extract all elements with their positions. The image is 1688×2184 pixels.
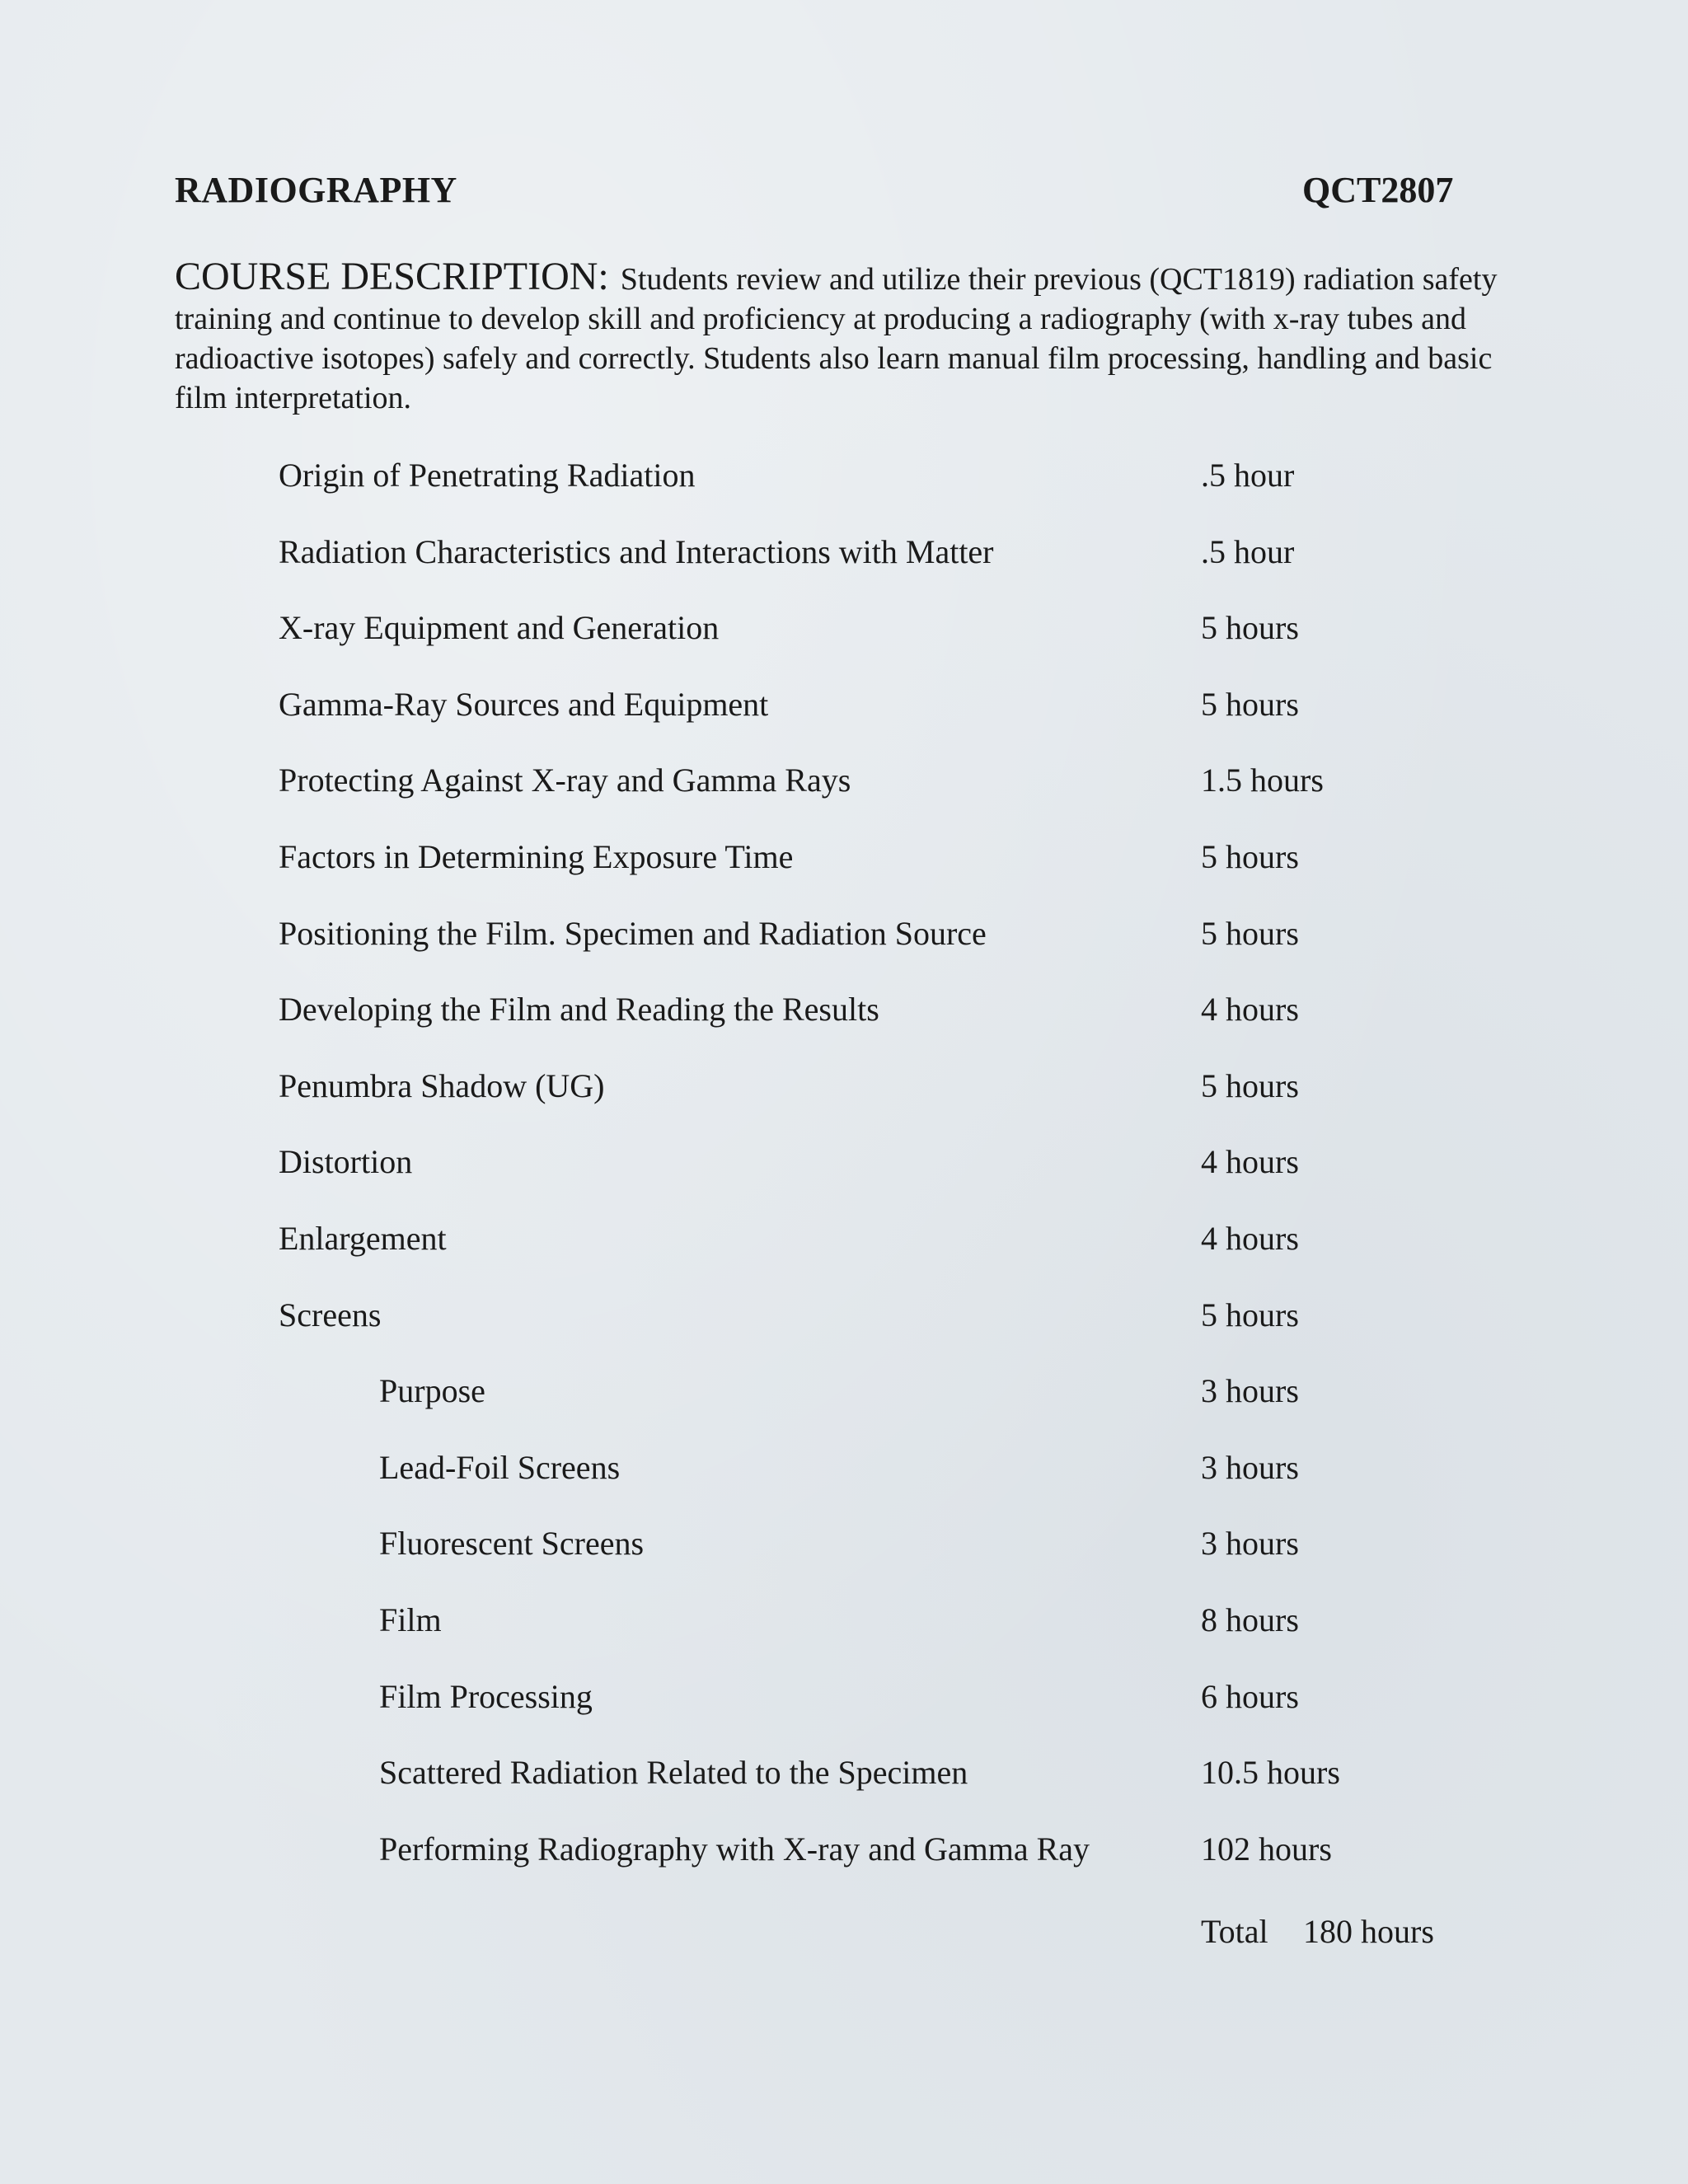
topic-name: Purpose <box>379 1372 485 1409</box>
topic-name: Gamma-Ray Sources and Equipment <box>279 686 769 723</box>
topic-name: Developing the Film and Reading the Results <box>279 991 879 1028</box>
topic-row <box>0 608 1688 658</box>
course-description-label: COURSE DESCRIPTION: <box>175 255 609 298</box>
course-title: RADIOGRAPHY <box>175 170 457 210</box>
topic-hours: 3 hours <box>1201 1449 1299 1486</box>
topic-row <box>0 837 1688 887</box>
topic-row <box>0 761 1688 810</box>
topic-name: Fluorescent Screens <box>379 1525 645 1562</box>
topic-hours: 102 hours <box>1201 1830 1332 1868</box>
topic-name: Scattered Radiation Related to the Specimen <box>379 1754 968 1791</box>
topic-name: Factors in Determining Exposure Time <box>279 838 794 875</box>
topic-hours: 5 hours <box>1201 1067 1299 1104</box>
topic-row <box>0 1677 1688 1727</box>
topic-row <box>0 1066 1688 1116</box>
topic-row <box>0 685 1688 734</box>
topic-hours: 5 hours <box>1201 609 1299 646</box>
topic-name: Protecting Against X-ray and Gamma Rays <box>279 762 851 799</box>
topic-hours: .5 hour <box>1201 457 1295 494</box>
topic-row <box>0 1830 1688 1879</box>
topic-name: Performing Radiography with X-ray and Gamma Ray <box>379 1830 1090 1868</box>
topic-hours: 5 hours <box>1201 1296 1299 1333</box>
topic-row <box>0 456 1688 505</box>
topic-name: Screens <box>279 1296 382 1333</box>
topic-row <box>0 914 1688 963</box>
topic-hours: 8 hours <box>1201 1601 1299 1638</box>
topic-hours: 10.5 hours <box>1201 1754 1340 1791</box>
topic-name: X-ray Equipment and Generation <box>279 609 720 646</box>
topic-hours: 4 hours <box>1201 1143 1299 1180</box>
topic-hours: 6 hours <box>1201 1678 1299 1715</box>
course-code: QCT2807 <box>1302 170 1454 210</box>
topic-row <box>0 1753 1688 1802</box>
topic-name: Positioning the Film. Specimen and Radiation Source <box>279 915 987 952</box>
topic-hours: 4 hours <box>1201 991 1299 1028</box>
topic-name: Radiation Characteristics and Interactions with Matter <box>279 533 994 570</box>
topic-row <box>0 1371 1688 1421</box>
course-description-text: Students review and utilize their previous (QCT1819) radiation safety training and continue to develop skill and proficiency at producing a radiography (with x-ray tubes and radioactive isotopes) safely and correctly. Students also learn manual film processing, handling and basic film interpretation. <box>175 262 1498 415</box>
topic-name: Penumbra Shadow (UG) <box>279 1067 605 1104</box>
topic-hours: 5 hours <box>1201 915 1299 952</box>
course-description <box>175 257 1518 418</box>
total-label: Total <box>1201 1913 1268 1950</box>
topic-row <box>0 1296 1688 1345</box>
topic-row <box>0 990 1688 1039</box>
total-value: 180 hours <box>1303 1913 1434 1950</box>
topic-hours: .5 hour <box>1201 533 1295 570</box>
topic-name: Film Processing <box>379 1678 593 1715</box>
topic-hours: 4 hours <box>1201 1220 1299 1257</box>
topic-row <box>0 1219 1688 1268</box>
topic-name: Distortion <box>279 1143 413 1180</box>
topic-name: Lead-Foil Screens <box>379 1449 621 1486</box>
topic-hours: 3 hours <box>1201 1372 1299 1409</box>
topic-row <box>0 1601 1688 1650</box>
topic-name: Film <box>379 1601 442 1638</box>
topic-hours: 3 hours <box>1201 1525 1299 1562</box>
topic-row <box>0 1524 1688 1573</box>
topic-name: Enlargement <box>279 1220 447 1257</box>
topic-hours: 5 hours <box>1201 686 1299 723</box>
topic-row <box>0 532 1688 582</box>
topic-row <box>0 1142 1688 1192</box>
topic-hours: 5 hours <box>1201 838 1299 875</box>
topic-name: Origin of Penetrating Radiation <box>279 457 696 494</box>
topic-hours: 1.5 hours <box>1201 762 1324 799</box>
topic-row <box>0 1448 1688 1497</box>
